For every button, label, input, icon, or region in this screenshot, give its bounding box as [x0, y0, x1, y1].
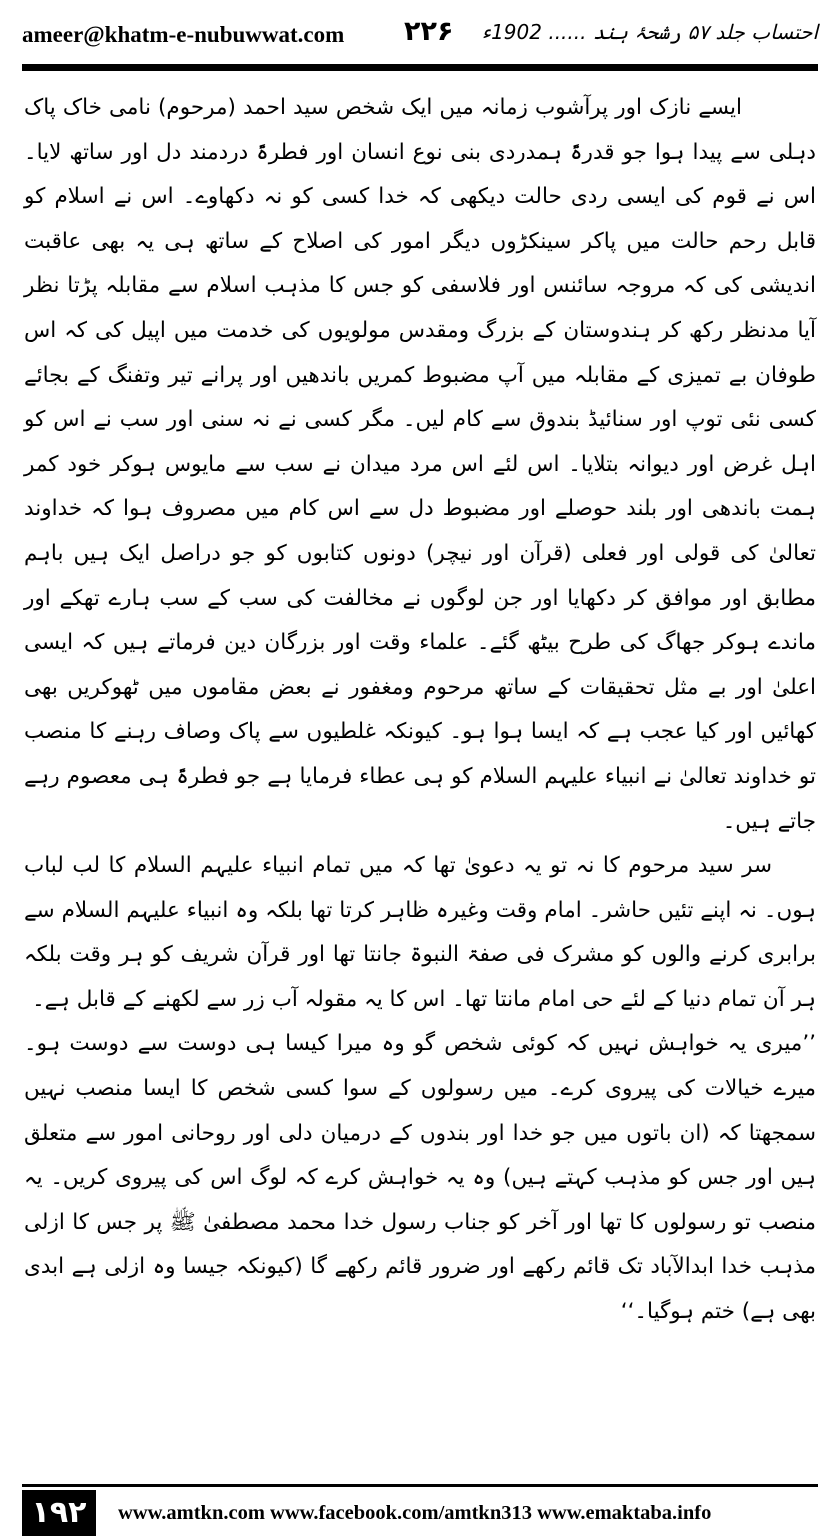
header-book-title: احتساب جلد ۵۷ رشحۂ ہند ...... 1902ء: [481, 20, 818, 44]
footer-links[interactable]: www.amtkn.com www.facebook.com/amtkn313 www.emaktaba.info: [118, 1502, 712, 1524]
header-rule: [22, 64, 818, 71]
page-header: [22, 14, 818, 58]
body-text: [24, 86, 816, 1335]
footer-page-number: ۱۹۲: [22, 1490, 96, 1536]
paragraph: سر سید مرحوم کا نہ تو یہ دعویٰ تھا کہ میں تمام انبیاء علیہم السلام کا لب لباب ہوں۔ نہ اپنے تئیں حاشر۔ امام وقت وغیرہ ظاہر کرتا تھا بلکہ وہ انبیاء علیہم السلام سے برابری کرنے والوں کو مشرک فی صفۃ النبوۃ جانتا تھا اور قرآن شریف کو ہر وقت بلکہ ہر آن تمام دنیا کے لئے حی امام مانتا تھا۔ اس کا یہ مقولہ آب زر سے لکھنے کے قابل ہے۔: [24, 853, 816, 1012]
quote-paragraph: ’’میری یہ خواہش نہیں کہ کوئی شخص گو وہ میرا کیسا ہی دوست سے دوست ہو۔ میرے خیالات کی پیروی کرے۔ میں رسولوں کے سوا کسی شخص کا ایسا منصب نہیں سمجھتا کہ (ان باتوں میں جو خدا اور بندوں کے درمیان دلی اور روحانی امور سے متعلق ہیں اور جس کو مذہب کہتے ہیں) وہ یہ خواہش کرے کہ لوگ اس کی پیروی کریں۔ یہ منصب تو رسولوں کا تھا اور آخر کو جناب رسول خدا محمد مصطفیٰ ﷺ پر جس کا ازلی مذہب خدا ابدالآباد تک قائم رکھے اور ضرور قائم رکھے گا (کیونکہ جیسا وہ ازلی ہے ابدی بھی ہے) ختم ہوگیا۔‘‘: [24, 1031, 816, 1325]
header-email[interactable]: ameer@khatm-e-nubuwwat.com: [22, 22, 345, 47]
paragraph: ایسے نازک اور پرآشوب زمانہ میں ایک شخص سید احمد (مرحوم) نامی خاک پاک دہلی سے پیدا ہوا جو قدرۃً ہمدردی بنی نوع انسان اور فطرۃً دردمند دل اور ساتھ لایا۔ اس نے قوم کی ایسی ردی حالت دیکھی کہ خدا کسی کو نہ دکھاوے۔ اس نے اسلام کو قابل رحم حالت میں پاکر سینکڑوں دیگر امور کی اصلاح کے ساتھ ہی یہ بھی عاقبت اندیشی کی کہ مروجہ سائنس اور فلاسفی کو جس کا مذہب اسلام سے مقابلہ پڑتا نظر آیا مدنظر رکھ کر ہندوستان کے بزرگ ومقدس مولویوں کی خدمت میں اپیل کی کہ اس طوفان بے تمیزی کے مقابلہ میں آپ مضبوط کمریں باندھیں اور پرانے تیر وتفنگ کے بجائے کسی نئی توپ اور سنائیڈ بندوق سے کام لیں۔ مگر کسی نے نہ سنی اور سب نے اس کو اہل غرض اور دیوانہ بتلایا۔ اس لئے اس مرد میدان نے سب سے مایوس ہوکر خود کمر ہمت باندھی اور بلند حوصلے اور مضبوط دل سے اس کام میں مصروف ہوا کہ خداوند تعالیٰ کی قولی اور فعلی (قرآن اور نیچر) دونوں کتابوں کو جو دراصل ایک ہیں باہم مطابق اور موافق کر دکھایا اور جن لوگوں نے مخالفت کی سب کے سب ہارے تھکے اور ماندے ہوکر جھاگ کی طرح بیٹھ گئے۔ علماء وقت اور بزرگان دین فرماتے ہیں کہ ایسی اعلیٰ اور بے مثل تحقیقات کے ساتھ مرحوم ومغفور نے بعض مقاموں میں ٹھوکریں بھی کھائیں اور کیا عجب ہے کہ ایسا ہوا ہو۔ کیونکہ غلطیوں سے پاک وصاف رہنے کا منصب تو خداوند تعالیٰ نے انبیاء علیہم السلام کو ہی عطاء فرمایا ہے جو فطرۃً ہی معصوم رہے جاتے ہیں۔: [24, 95, 816, 834]
header-page-number: ۲۲۶: [404, 16, 454, 47]
footer-rule: [22, 1484, 818, 1487]
